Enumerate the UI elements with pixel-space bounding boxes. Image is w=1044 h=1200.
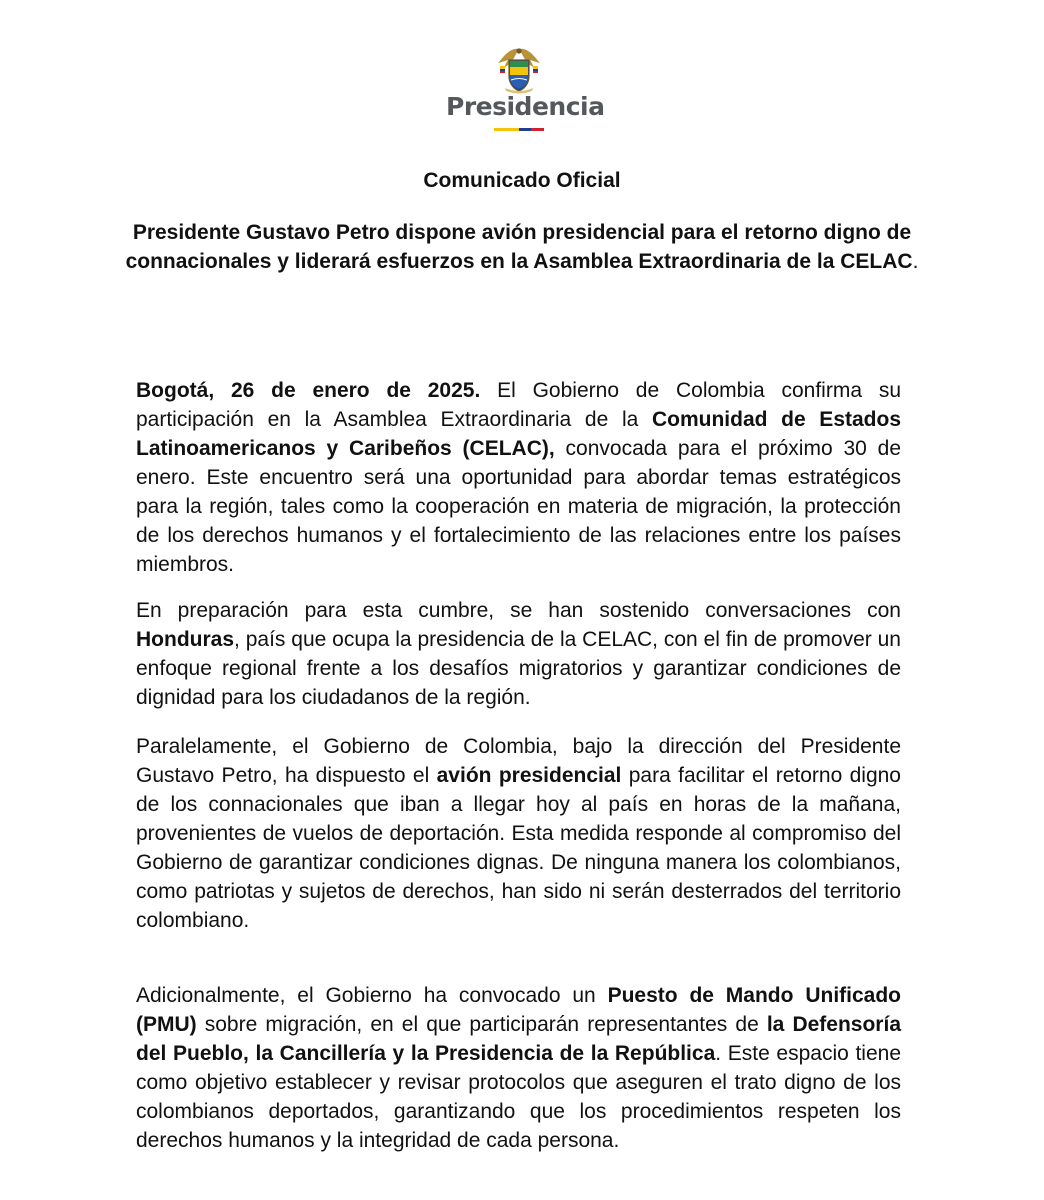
- bold-run: Comunidad de Estados Latinoamericanos y Caribeños (CELAC),: [136, 408, 902, 460]
- flag-stripe-blue: [519, 128, 531, 131]
- title-text: Presidente Gustavo Petro dispone avión presidencial para el retorno digno de connacionales y liderará esfuerzos en la Asamblea Extraordinaria de la CELAC: [125, 221, 913, 273]
- bold-run: Honduras: [136, 628, 235, 651]
- bold-run: la Defensoría del Pueblo, la Cancillería y la Presidencia de la República: [136, 1013, 901, 1065]
- paragraph-2: [136, 596, 901, 712]
- text-run: , país que ocupa la presidencia de la CELAC, con el fin de promover un enfoque regional frente a los desafíos migratorios y garantizar condiciones de dignidad para los ciudadanos de la región.: [136, 628, 901, 709]
- title-period: .: [912, 250, 919, 273]
- text-run: convocada para el próximo 30 de enero. Este encuentro será una oportunidad para abordar temas estratégicos para la región, tales como la cooperación en materia de migración, la protección de los derechos humanos y el fortalecimiento de las relaciones entre los países miembros.: [136, 437, 901, 576]
- text-run: Adicionalmente, el Gobierno ha convocado un: [136, 984, 608, 1007]
- bold-run: Puesto de Mando Unificado (PMU): [136, 984, 901, 1036]
- document-kicker: Comunicado Oficial: [423, 169, 621, 192]
- text-run: sobre migración, en el que participarán representantes de: [196, 1013, 767, 1036]
- flag-stripe-red: [531, 128, 544, 131]
- paragraph-4: [136, 981, 901, 1155]
- flag-color-bar: [494, 128, 544, 131]
- text-run: . Este espacio tiene como objetivo establecer y revisar protocolos que aseguren el trato digno de los colombianos deportados, garantizando que los procedimientos respeten los derechos humanos y la integridad de cada persona.: [136, 1042, 901, 1152]
- presidencia-wordmark: Presidencia: [446, 92, 605, 121]
- paragraph-1: [136, 376, 901, 579]
- text-run: El Gobierno de Colombia confirma su participación en la Asamblea Extraordinaria de la: [136, 379, 901, 431]
- text-run: Paralelamente, el Gobierno de Colombia, bajo la dirección del Presidente Gustavo Petro, ha dispuesto el: [136, 735, 901, 787]
- colombia-coat-of-arms-icon: [496, 46, 542, 94]
- paragraph-3: [136, 732, 901, 935]
- text-run: para facilitar el retorno digno de los connacionales que iban a llegar hoy al país en horas de la mañana, provenientes de vuelos de deportación. Esta medida responde al compromiso del Gobierno de garantizar condiciones dignas. De ninguna manera los colombianos, como patriotas y sujetos de derechos, han sido ni serán desterrados del territorio colombiano.: [136, 764, 901, 932]
- text-run: En preparación para esta cumbre, se han sostenido conversaciones con: [136, 599, 901, 622]
- bold-run: Bogotá, 26 de enero de 2025.: [136, 379, 481, 402]
- presidencia-logo: [446, 46, 605, 136]
- bold-run: avión presidencial: [436, 764, 622, 787]
- document-title: [100, 218, 944, 276]
- flag-stripe-yellow: [494, 128, 519, 131]
